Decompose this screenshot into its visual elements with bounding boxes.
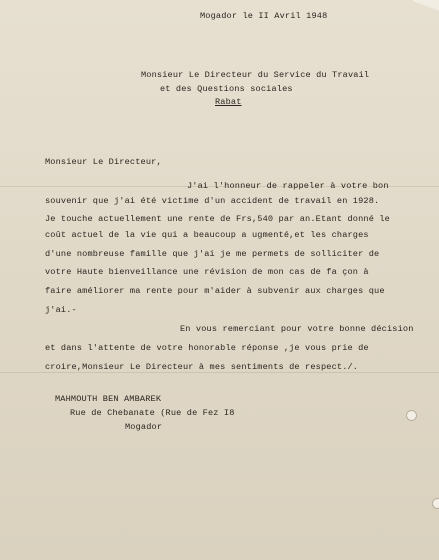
body-line: j'ai.-	[45, 305, 77, 315]
body-line: votre Haute bienveillance une révision de mon cas de fa çon à	[45, 267, 369, 277]
paper-corner	[413, 0, 439, 14]
closing-line: et dans l'attente de votre honorable réponse ,je vous prie de	[45, 343, 369, 353]
punch-hole	[432, 498, 439, 509]
sender-city: Mogador	[125, 422, 163, 432]
body-line: faire améliorer ma rente pour m'aider à subvenir aux charges que	[45, 286, 385, 296]
punch-hole	[406, 410, 417, 421]
recipient-line-1: Monsieur Le Directeur du Service du Travail	[141, 70, 370, 80]
body-line: J'ai l'honneur de rappeler à votre bon	[187, 181, 389, 191]
recipient-line-3: Rabat	[215, 97, 242, 107]
body-line: d'une nombreuse famille que j'ai je me permets de solliciter de	[45, 249, 380, 259]
closing-line: En vous remerciant pour votre bonne décision	[180, 324, 414, 334]
sender-address: Rue de Chebanate (Rue de Fez I8	[70, 408, 235, 418]
salutation: Monsieur Le Directeur,	[45, 157, 162, 167]
recipient-line-2: et des Questions sociales	[160, 84, 293, 94]
body-line: Je touche actuellement une rente de Frs,540 par an.Etant donné le	[45, 214, 390, 224]
date-line: Mogador le II Avril 1948	[200, 11, 328, 21]
fold-line	[0, 372, 439, 373]
body-line: souvenir que j'ai été victime d'un accident de travail en 1928.	[45, 196, 380, 206]
body-line: coût actuel de la vie qui a beaucoup a ugmenté,et les charges	[45, 230, 369, 240]
sender-name: MAHMOUTH BEN AMBAREK	[55, 394, 162, 404]
closing-line: croire,Monsieur Le Directeur à mes sentiments de respect./.	[45, 362, 359, 372]
